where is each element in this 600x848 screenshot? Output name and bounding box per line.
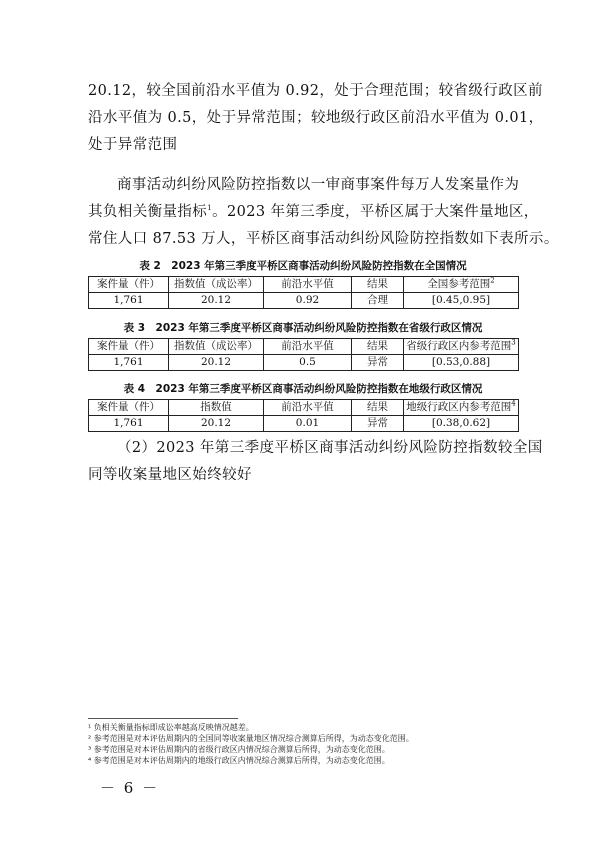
table-header-cell: 指数值 xyxy=(169,400,264,416)
table-3-header-row xyxy=(89,339,519,355)
footnotes xyxy=(88,722,518,766)
table-2-caption: 表 2 2023 年第三季度平桥区商事活动纠纷风险防控指数在全国情况 xyxy=(139,260,467,272)
table-cell: [0.53,0.88] xyxy=(404,355,519,371)
table-cell: 1,761 xyxy=(89,355,169,371)
table-4-caption: 表 4 2023 年第三季度平桥区商事活动纠纷风险防控指数在地级行政区情况 xyxy=(123,383,483,395)
table-cell: 0.5 xyxy=(264,355,352,371)
table-header-cell: 前沿水平值 xyxy=(264,400,352,416)
table-cell: 20.12 xyxy=(169,355,264,371)
paragraph-1-line-2: 沿水平值为 0.5，处于异常范围；较地级行政区前沿水平值为 0.01， xyxy=(88,110,544,126)
table-header-cell: 结果 xyxy=(352,339,404,355)
footnote-4: ⁴ 参考范围是对本评估周期内的地级行政区内情况综合测算后所得，为动态变化范围。 xyxy=(88,756,390,765)
table-header-cell: 案件量（件） xyxy=(89,277,169,293)
footnote-2: ² 参考范围是对本评估周期内的全国同等收案量地区情况综合测算后所得，为动态变化范围。 xyxy=(88,734,414,743)
paragraph-1-line-3: 处于异常范围 xyxy=(88,137,178,153)
table-cell: [0.45,0.95] xyxy=(404,293,519,309)
paragraph-2-line-2 xyxy=(88,199,539,226)
table-3-caption: 表 3 2023 年第三季度平桥区商事活动纠纷风险防控指数在省级行政区情况 xyxy=(123,322,483,334)
table-cell: 合理 xyxy=(352,293,404,309)
paragraph-1-line-1: 20.12，较全国前沿水平值为 0.92，处于合理范围；较省级行政区前 xyxy=(88,83,543,99)
range-header-text: 地级行政区内参考范围 xyxy=(406,401,512,413)
paragraph-1 xyxy=(88,78,544,159)
table-cell: [0.38,0.62] xyxy=(404,416,519,432)
paragraph-2-line-2-post: 。2023 年第三季度，平桥区属于大案件量地区， xyxy=(212,204,539,220)
table-header-cell: 结果 xyxy=(352,400,404,416)
table-row xyxy=(89,416,519,432)
footnote-ref-1[interactable]: 1 xyxy=(207,204,213,213)
table-header-cell: 案件量（件） xyxy=(89,339,169,355)
table-header-cell: 结果 xyxy=(352,277,404,293)
paragraph-2-line-1-text: 商事活动纠纷风险防控指数以一审商事案件每万人发案量作为 xyxy=(117,177,520,193)
table-cell: 1,761 xyxy=(89,293,169,309)
table-cell: 0.01 xyxy=(264,416,352,432)
table-cell: 1,761 xyxy=(89,416,169,432)
footnote-ref-4[interactable]: 4 xyxy=(511,399,516,408)
table-cell: 异常 xyxy=(352,355,404,371)
table-header-cell: 前沿水平值 xyxy=(264,277,352,293)
footnote-1: ¹ 负相关衡量指标即成讼率越高反映情况越差。 xyxy=(88,723,254,732)
range-header-text: 省级行政区内参考范围 xyxy=(406,340,512,352)
table-2-header-row xyxy=(89,277,519,293)
paragraph-2 xyxy=(88,172,559,253)
paragraph-3-line-2: 同等收案量地区始终较好 xyxy=(88,467,252,483)
paragraph-2-line-1 xyxy=(88,172,518,199)
footnote-ref-3[interactable]: 3 xyxy=(511,338,516,347)
table-header-cell-range xyxy=(404,400,519,416)
paragraph-3-line-1: （2）2023 年第三季度平桥区商事活动纠纷风险防控指数较全国 xyxy=(117,440,543,456)
paragraph-3 xyxy=(88,435,543,489)
table-cell: 20.12 xyxy=(169,293,264,309)
table-row xyxy=(89,355,519,371)
footnote-3: ³ 参考范围是对本评估周期内的省级行政区内情况综合测算后所得，为动态变化范围。 xyxy=(88,745,390,754)
table-header-cell: 案件量（件） xyxy=(89,400,169,416)
table-4 xyxy=(88,399,519,432)
table-4-header-row xyxy=(89,400,519,416)
table-2 xyxy=(88,276,519,309)
range-header-text: 全国参考范围 xyxy=(427,278,491,290)
paragraph-2-line-3: 常住人口 87.53 万人，平桥区商事活动纠纷风险防控指数如下表所示。 xyxy=(88,231,559,247)
table-header-cell: 指数值（成讼率） xyxy=(169,277,264,293)
table-cell: 20.12 xyxy=(169,416,264,432)
table-header-cell: 前沿水平值 xyxy=(264,339,352,355)
footnote-ref-2[interactable]: 2 xyxy=(490,276,495,285)
table-cell: 异常 xyxy=(352,416,404,432)
table-3 xyxy=(88,338,519,371)
paragraph-2-line-2-pre: 其负相关衡量指标 xyxy=(88,204,208,220)
table-header-cell: 指数值（成讼率） xyxy=(169,339,264,355)
footnote-divider xyxy=(88,718,238,719)
table-row xyxy=(89,293,519,309)
table-header-cell-range xyxy=(404,339,519,355)
page-number: － 6 － xyxy=(100,779,160,797)
table-cell: 0.92 xyxy=(264,293,352,309)
table-header-cell-range xyxy=(404,277,519,293)
